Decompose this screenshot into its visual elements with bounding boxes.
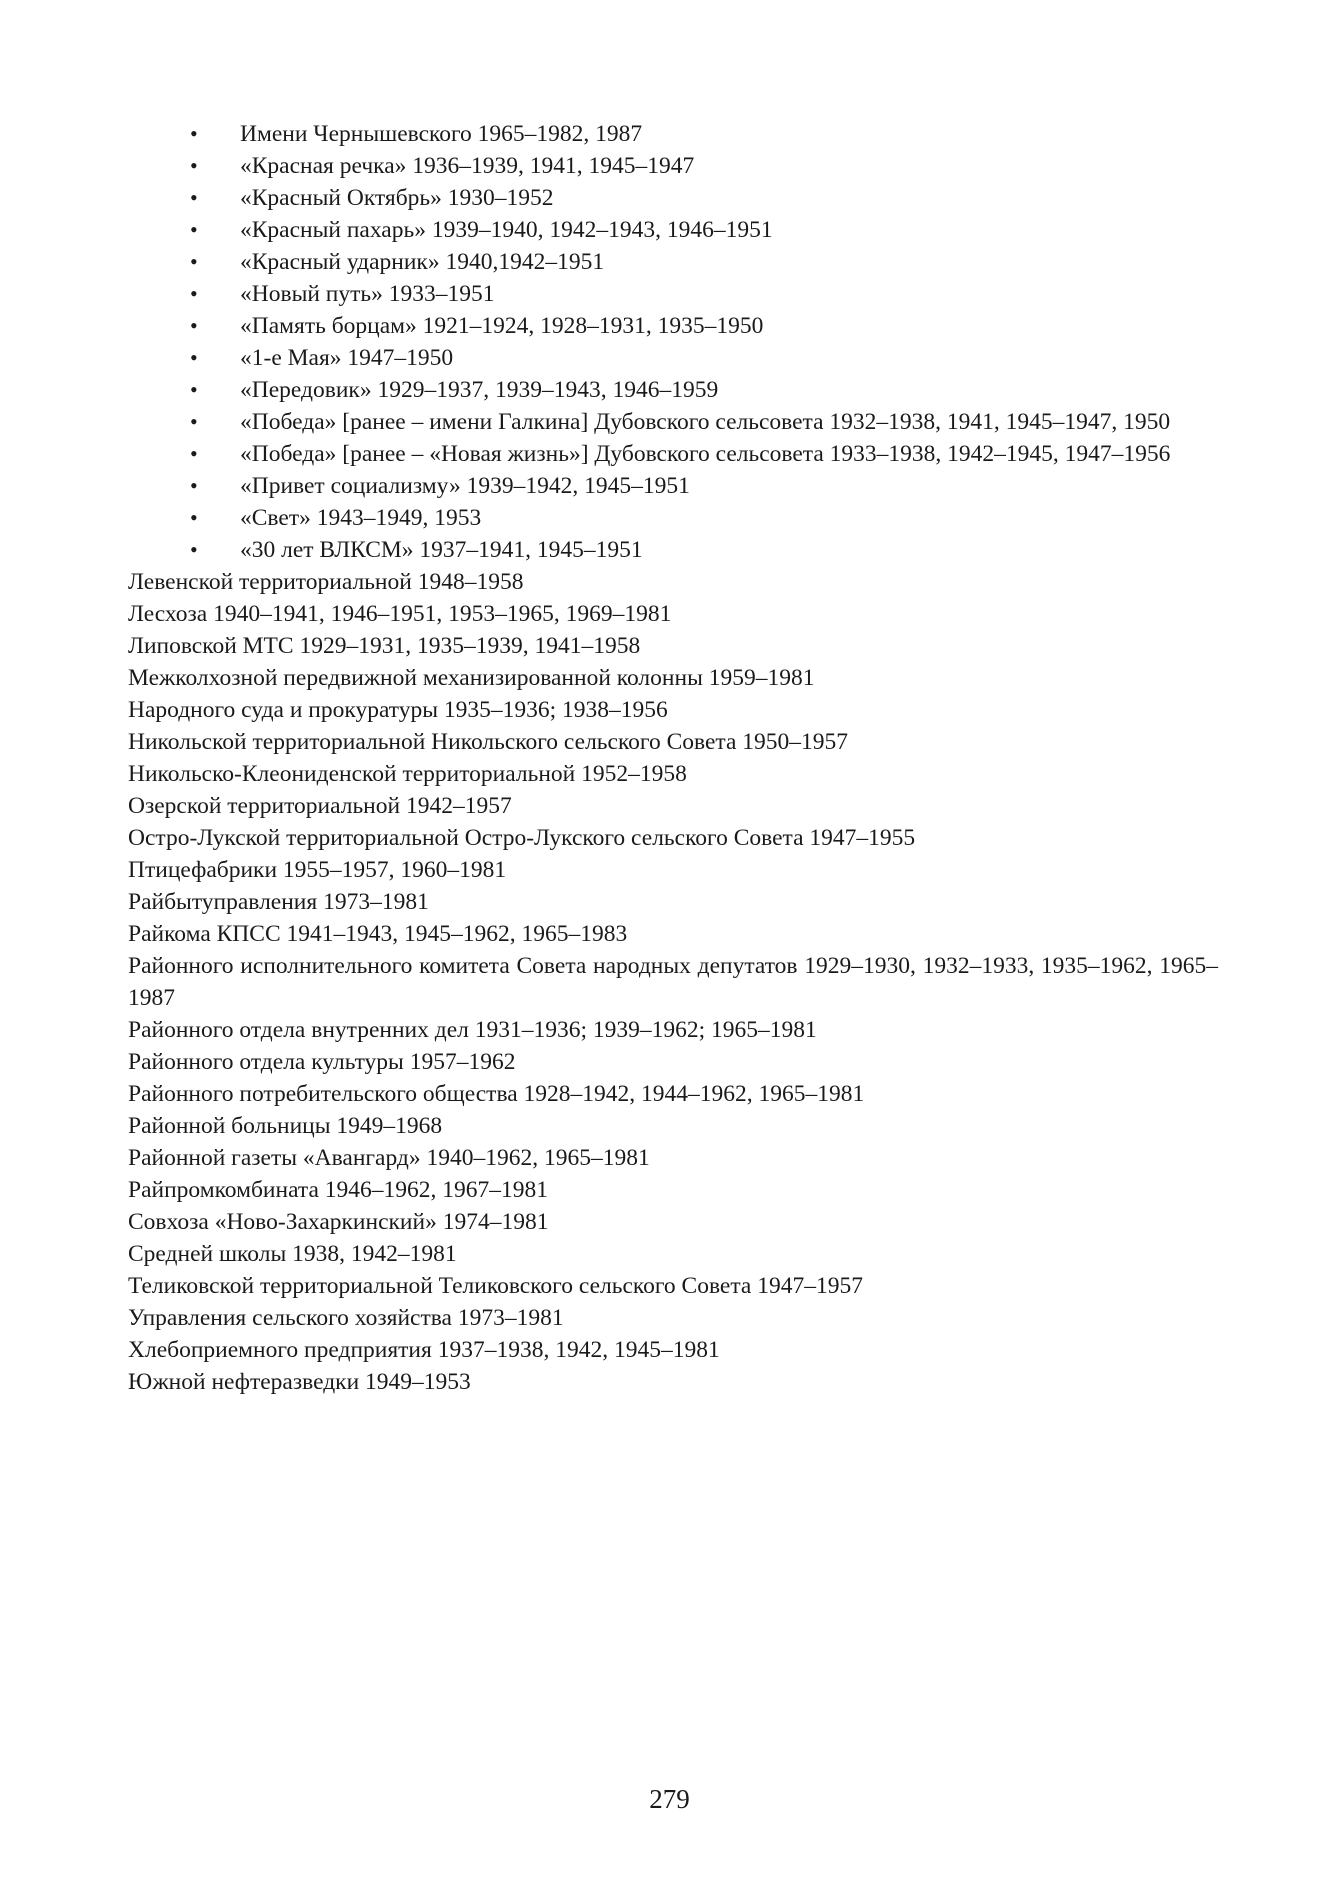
list-item: Управления сельского хозяйства 1973–1981 [128, 1305, 564, 1331]
bullet-icon: • [190, 313, 198, 338]
list-item [190, 406, 1218, 438]
bullet-icon: • [190, 473, 198, 498]
bullet-icon: • [190, 281, 198, 306]
bullet-icon: • [190, 409, 198, 434]
bullet-icon: • [190, 217, 198, 242]
list-item: Теликовской территориальной Теликовского сельского Совета 1947–1957 [128, 1273, 863, 1299]
list-item [190, 214, 1218, 246]
page-content [128, 118, 1218, 1398]
page-number: 279 [649, 1784, 690, 1814]
list-item-text: «Красный Октябрь» 1930–1952 [240, 185, 554, 211]
list-item-text: «Красный пахарь» 1939–1940, 1942–1943, 1946–1951 [240, 217, 773, 243]
bullet-icon: • [190, 185, 198, 210]
list-item [190, 150, 1218, 182]
list-item-text: «Красный ударник» 1940,1942–1951 [240, 249, 605, 275]
fund-list [128, 566, 1218, 1398]
list-item: Остро-Лукской территориальной Остро-Лукского сельского Совета 1947–1955 [128, 825, 916, 851]
list-item: Районного отдела культуры 1957–1962 [128, 1049, 516, 1075]
list-item: Районного отдела внутренних дел 1931–1936; 1939–1962; 1965–1981 [128, 1017, 817, 1043]
list-item-text: «Победа» [ранее – «Новая жизнь»] Дубовского сельсовета 1933–1938, 1942–1945, 1947–1956 [240, 441, 1171, 467]
list-item: Народного суда и прокуратуры 1935–1936; 1938–1956 [128, 697, 668, 723]
list-item [190, 118, 1218, 150]
list-item-text: «Красная речка» 1936–1939, 1941, 1945–1947 [240, 153, 695, 179]
list-item [190, 470, 1218, 502]
list-item [190, 502, 1218, 534]
list-item [190, 534, 1218, 566]
list-item: Южной нефтеразведки 1949–1953 [128, 1369, 471, 1395]
bullet-icon: • [190, 153, 198, 178]
list-item: Совхоза «Ново-Захаркинский» 1974–1981 [128, 1209, 549, 1235]
bullet-icon: • [190, 537, 198, 562]
list-item: Лесхоза 1940–1941, 1946–1951, 1953–1965, 1969–1981 [128, 601, 672, 627]
bullet-icon: • [190, 249, 198, 274]
list-item-text: «1-е Мая» 1947–1950 [240, 345, 454, 371]
list-item: Райбытуправления 1973–1981 [128, 889, 429, 915]
bullet-icon: • [190, 345, 198, 370]
list-item [190, 182, 1218, 214]
list-item: Хлебоприемного предприятия 1937–1938, 1942, 1945–1981 [128, 1337, 720, 1363]
bullet-icon: • [190, 505, 198, 530]
list-item: Липовской МТС 1929–1931, 1935–1939, 1941–1958 [128, 633, 641, 659]
list-item: Районной газеты «Авангард» 1940–1962, 1965–1981 [128, 1145, 650, 1171]
bullet-icon: • [190, 121, 198, 146]
list-item: Райкома КПСС 1941–1943, 1945–1962, 1965–1983 [128, 921, 628, 947]
list-item: Озерской территориальной 1942–1957 [128, 793, 512, 819]
list-item [190, 278, 1218, 310]
list-item-text: «Привет социализму» 1939–1942, 1945–1951 [240, 473, 690, 499]
kolkhoz-list [128, 118, 1218, 566]
list-item [190, 246, 1218, 278]
list-item [190, 310, 1218, 342]
list-item: Райпромкомбината 1946–1962, 1967–1981 [128, 1177, 549, 1203]
list-item [190, 374, 1218, 406]
list-item-text: «Память борцам» 1921–1924, 1928–1931, 1935–1950 [240, 313, 764, 339]
list-item: Средней школы 1938, 1942–1981 [128, 1241, 457, 1267]
list-item-text: «Свет» 1943–1949, 1953 [240, 505, 482, 531]
list-item: Птицефабрики 1955–1957, 1960–1981 [128, 857, 507, 883]
list-item: Левенской территориальной 1948–1958 [128, 569, 524, 595]
bullet-icon: • [190, 441, 198, 466]
list-item: Никольско-Клеониденской территориальной 1952–1958 [128, 761, 687, 787]
bullet-icon: • [190, 377, 198, 402]
list-item: Районного исполнительного комитета Совета народных депутатов 1929–1930, 1932–1933, 1935–1962, 1965–1987 [128, 953, 1218, 1011]
list-item: Районного потребительского общества 1928–1942, 1944–1962, 1965–1981 [128, 1081, 865, 1107]
list-item-text: Имени Чернышевского 1965–1982, 1987 [240, 121, 643, 147]
list-item [190, 438, 1218, 470]
list-item: Районной больницы 1949–1968 [128, 1113, 443, 1139]
list-item-text: «Новый путь» 1933–1951 [240, 281, 495, 307]
list-item: Межколхозной передвижной механизированной колонны 1959–1981 [128, 665, 815, 691]
list-item-text: «Победа» [ранее – имени Галкина] Дубовского сельсовета 1932–1938, 1941, 1945–1947, 1950 [240, 409, 1171, 435]
list-item-text: «Передовик» 1929–1937, 1939–1943, 1946–1959 [240, 377, 719, 403]
list-item: Никольской территориальной Никольского сельского Совета 1950–1957 [128, 729, 849, 755]
list-item [190, 342, 1218, 374]
list-item-text: «30 лет ВЛКСМ» 1937–1941, 1945–1951 [240, 537, 643, 563]
